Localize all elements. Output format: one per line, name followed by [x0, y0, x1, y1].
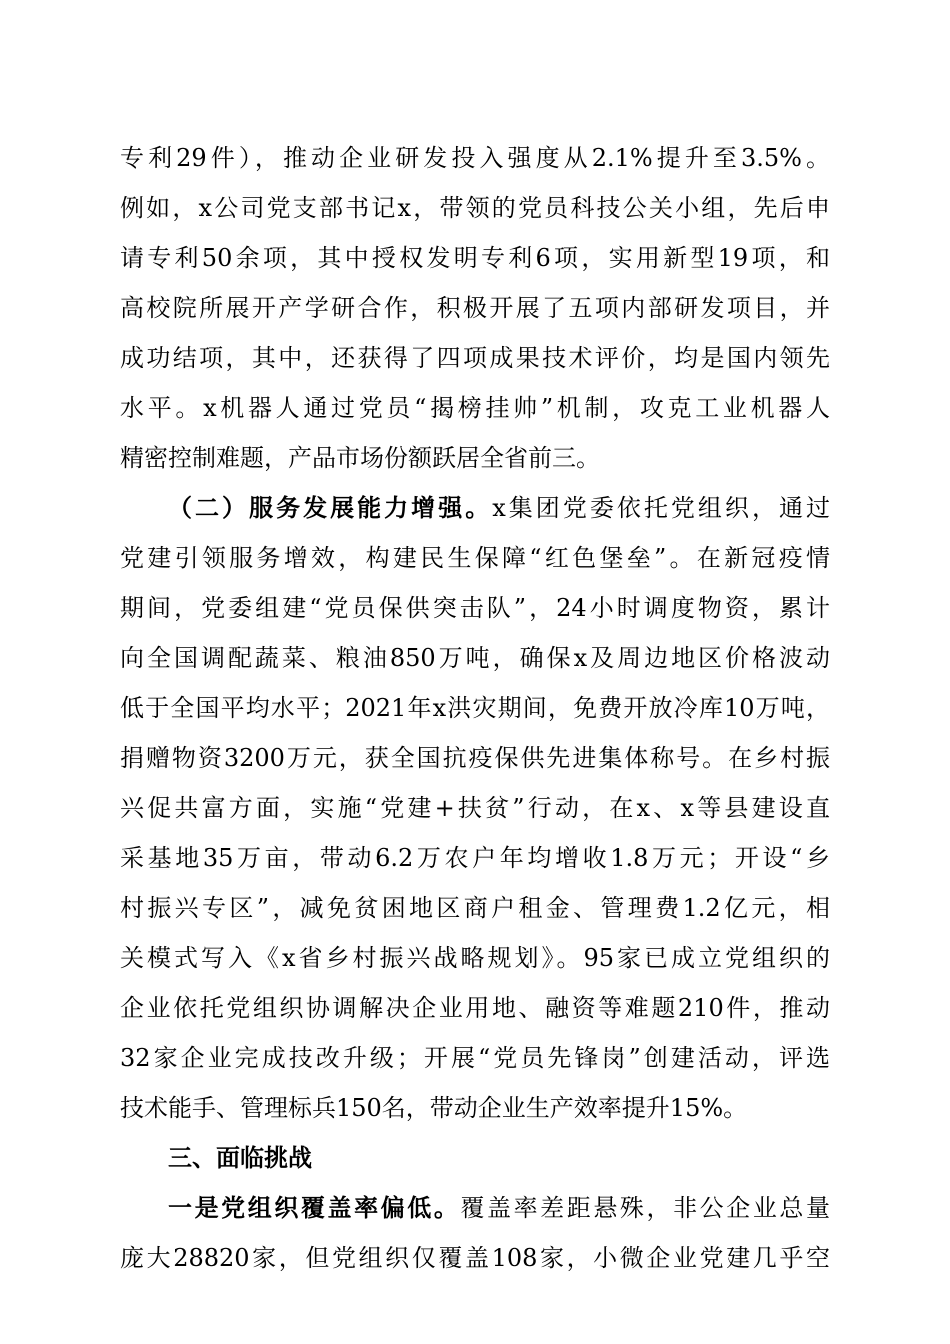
p2-line-8: 采基地35万亩，带动6.2万农户年均增收1.8万元；开设“乡 — [120, 844, 830, 872]
p1-line-5: 成功结项，其中，还获得了四项成果技术评价，均是国内领先 — [120, 344, 830, 372]
section-heading: 三、面临挑战 — [168, 1143, 312, 1172]
p1-line-3: 请专利50余项，其中授权发明专利6项，实用新型19项，和 — [120, 244, 830, 272]
p2-line-2: 党建引领服务增效，构建民生保障“红色堡垒”。在新冠疫情 — [120, 544, 830, 572]
p2-line-10: 关模式写入《x省乡村振兴战略规划》。95家已成立党组织的 — [120, 944, 830, 972]
p1-line-4: 高校院所展开产学研合作，积极开展了五项内部研发项目，并 — [120, 294, 830, 322]
p2-line-9: 村振兴专区”，减免贫困地区商户租金、管理费1.2亿元，相 — [120, 894, 830, 922]
p2-line-6: 捐赠物资3200万元，获全国抗疫保供先进集体称号。在乡村振 — [120, 744, 830, 772]
p2-line-5: 低于全国平均水平；2021年x洪灾期间，免费开放冷库10万吨， — [120, 694, 830, 722]
p1-line-7: 精密控制难题，产品市场份额跃居全省前三。 — [120, 444, 600, 472]
p3-line-1-text: 覆盖率差距悬殊，非公企业总量 — [460, 1194, 830, 1222]
p2-line-12: 32家企业完成技改升级；开展“党员先锋岗”创建活动，评选 — [120, 1044, 830, 1072]
p2-line-1 — [168, 488, 830, 528]
p2-line-3: 期间，党委组建“党员保供突击队”，24小时调度物资，累计 — [120, 594, 830, 622]
p2-line-7: 兴促共富方面，实施“党建+扶贫”行动，在x、x等县建设直 — [120, 794, 830, 822]
p3-line-1 — [168, 1188, 830, 1228]
p2-line-1-text: x集团党委依托党组织，通过 — [492, 494, 830, 522]
p2-line-13: 技术能手、管理标兵150名，带动企业生产效率提升15%。 — [120, 1094, 748, 1122]
p1-line-2: 例如，x公司党支部书记x，带领的党员科技公关小组，先后申 — [120, 194, 830, 222]
p3-lead: 一是党组织覆盖率偏低。 — [168, 1193, 461, 1222]
p2-lead: （二）服务发展能力增强。 — [168, 493, 493, 522]
p2-line-4: 向全国调配蔬菜、粮油850万吨，确保x及周边地区价格波动 — [120, 644, 830, 672]
p1-line-1: 专利29件），推动企业研发投入强度从2.1%提升至3.5%。 — [120, 144, 830, 172]
p3-line-2: 庞大28820家，但党组织仅覆盖108家，小微企业党建几乎空 — [120, 1244, 830, 1272]
p1-line-6: 水平。x机器人通过党员“揭榜挂帅”机制，攻克工业机器人 — [120, 394, 830, 422]
p2-line-11: 企业依托党组织协调解决企业用地、融资等难题210件，推动 — [120, 994, 830, 1022]
